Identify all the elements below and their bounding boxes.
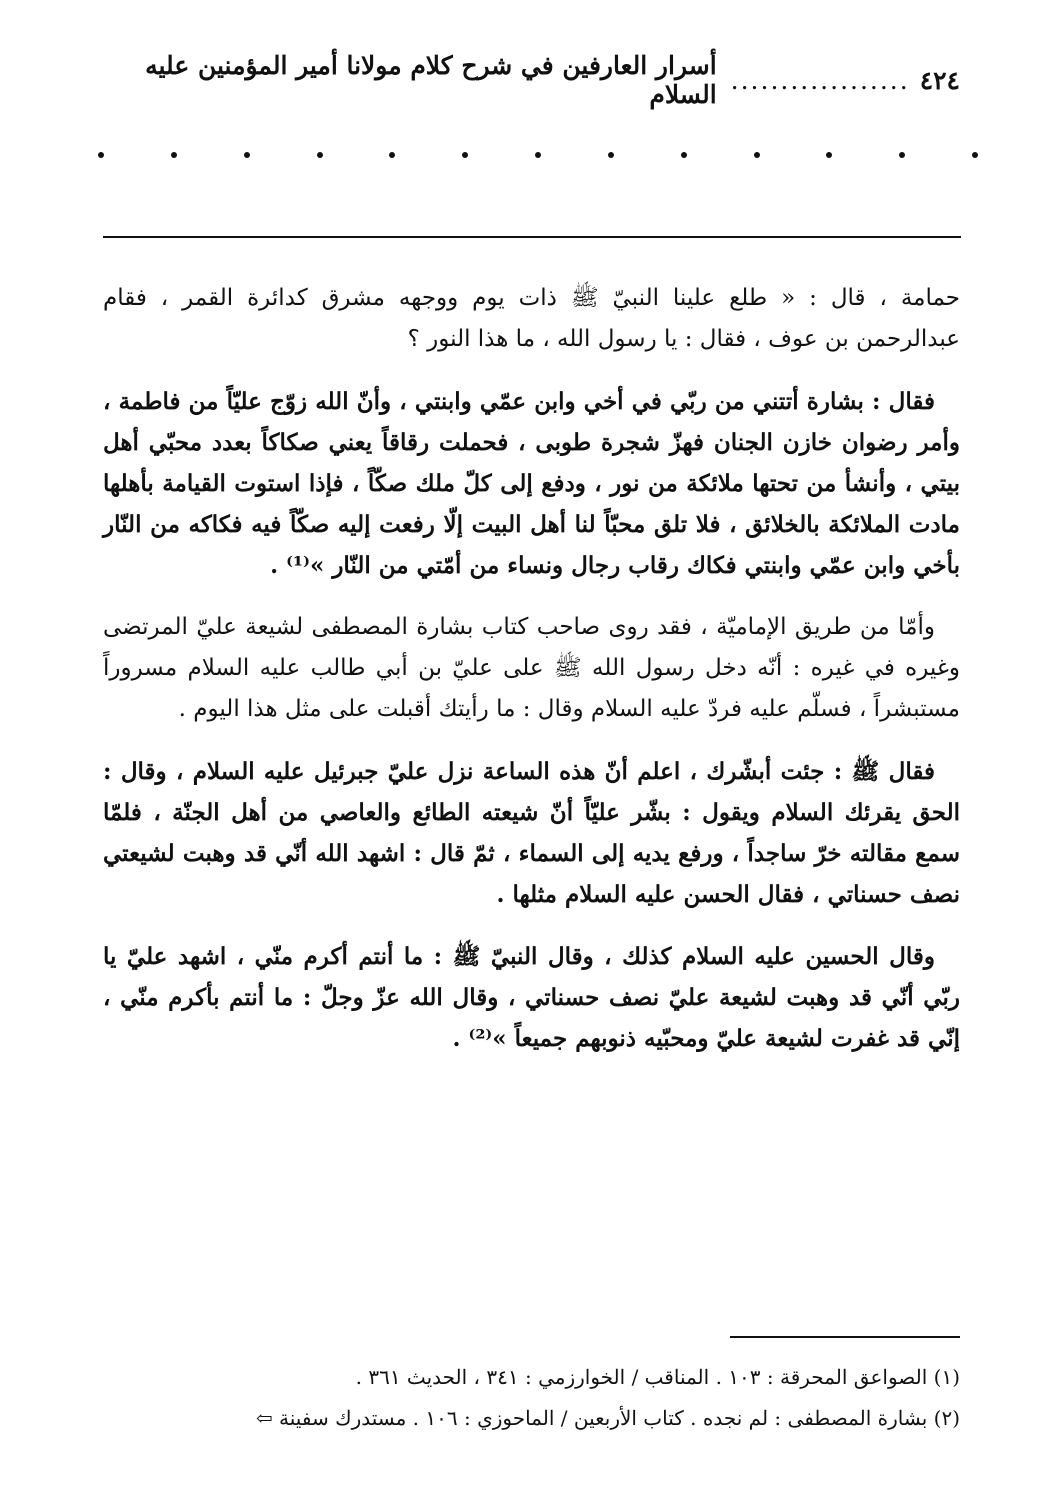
footnote-divider [730,1336,960,1338]
page-number: ٤٢٤ [919,65,960,95]
paragraph: حمامة ، قال : « طلع علينا النبيّ ﷺ ذات يوم ووجهه مشرق كدائرة القمر ، فقام عبدالرحمن بن عوف ، فقال : يا رسول الله ، ما هذا النور ؟ [103,285,960,352]
paragraph: وقال الحسين عليه السلام كذلك ، وقال النبيّ ﷺ : ما أنتم أكرم منّي ، اشهد عليّ يا ربّي أنّي قد وهبت لشيعة عليّ نصف حسناتي ، وقال الله عزّ وجلّ : ما أنتم بأكرم منّي ، إنّي قد غفرت لشيعة عليّ ومحبّيه ذنوبهم جميعاً »⁽²⁾ . [103,943,960,1052]
ornament-dot [972,152,978,158]
ornament-dot [608,152,614,158]
paragraph: فقال : بشارة أتتني من ربّي في أخي وابن عمّي وابنتي ، وأنّ الله زوّج عليّاً من فاطمة ، وأمر رضوان خازن الجنان فهزّ شجرة طوبى ، فحملت رقاقاً يعني صكاكاً بعدد محبّي أهل بيتي ، وأنشأ من تحتها ملائكة من نور ، ودفع إلى كلّ ملك صكّاً ، فإذا استوت القيامة بأهلها مادت الملائكة بالخلائق ، فلا تلق محبّاً لنا أهل البيت إلّا رفعت إليه صكّاً فيه فكاكه من النّار بأخي وابن عمّي وابنتي فكاك رقاب رجال ونساء من أمّتي من النّار »⁽¹⁾ . [103,388,960,579]
ornamental-dot-row [98,152,978,182]
footnotes [103,1357,960,1439]
main-text [103,278,960,1080]
ornament-dot [171,152,177,158]
ornament-dot [681,152,687,158]
ornament-dot [826,152,832,158]
ornament-dot [244,152,250,158]
ornament-dot [535,152,541,158]
running-header [105,51,960,109]
header-leader-dots: .................. [730,65,910,95]
ornament-dot [98,152,104,158]
ornament-dot [899,152,905,158]
header-title: أسرار العارفين في شرح كلام مولانا أمير المؤمنين عليه السلام [145,51,717,109]
footnote: (٢) بشارة المصطفى : لم نجده . كتاب الأربعين / الماحوزي : ١٠٦ . مستدرك سفينة ⇦ [255,1406,960,1430]
ornament-dot [389,152,395,158]
paragraph: فقال ﷺ : جئت أبشّرك ، اعلم أنّ هذه الساعة نزل عليّ جبرئيل عليه السلام ، وقال : الحق يقرئك السلام ويقول : بشّر عليّاً أنّ شيعته الطائع والعاصي من أهل الجنّة ، فلمّا سمع مقالته خرّ ساجداً ، ورفع يديه إلى السماء ، ثمّ قال : اشهد الله أنّي قد وهبت لشيعتي نصف حسناتي ، فقال الحسن عليه السلام مثلها . [103,758,960,908]
paragraph: وأمّا من طريق الإماميّة ، فقد روى صاحب كتاب بشارة المصطفى لشيعة عليّ المرتضى وغيره في غيره : أنّه دخل رسول الله ﷺ على عليّ بن أبي طالب عليه السلام مسروراً مستبشراً ، فسلّم عليه فردّ عليه السلام وقال : ما رأيتك أقبلت على مثل هذا اليوم . [103,614,960,722]
header-divider [103,236,961,238]
footnote: (١) الصواعق المحرقة : ١٠٣ . المناقب / الخوارزمي : ٣٤١ ، الحديث ٣٦١ . [355,1365,960,1389]
ornament-dot [462,152,468,158]
ornament-dot [317,152,323,158]
ornament-dot [754,152,760,158]
